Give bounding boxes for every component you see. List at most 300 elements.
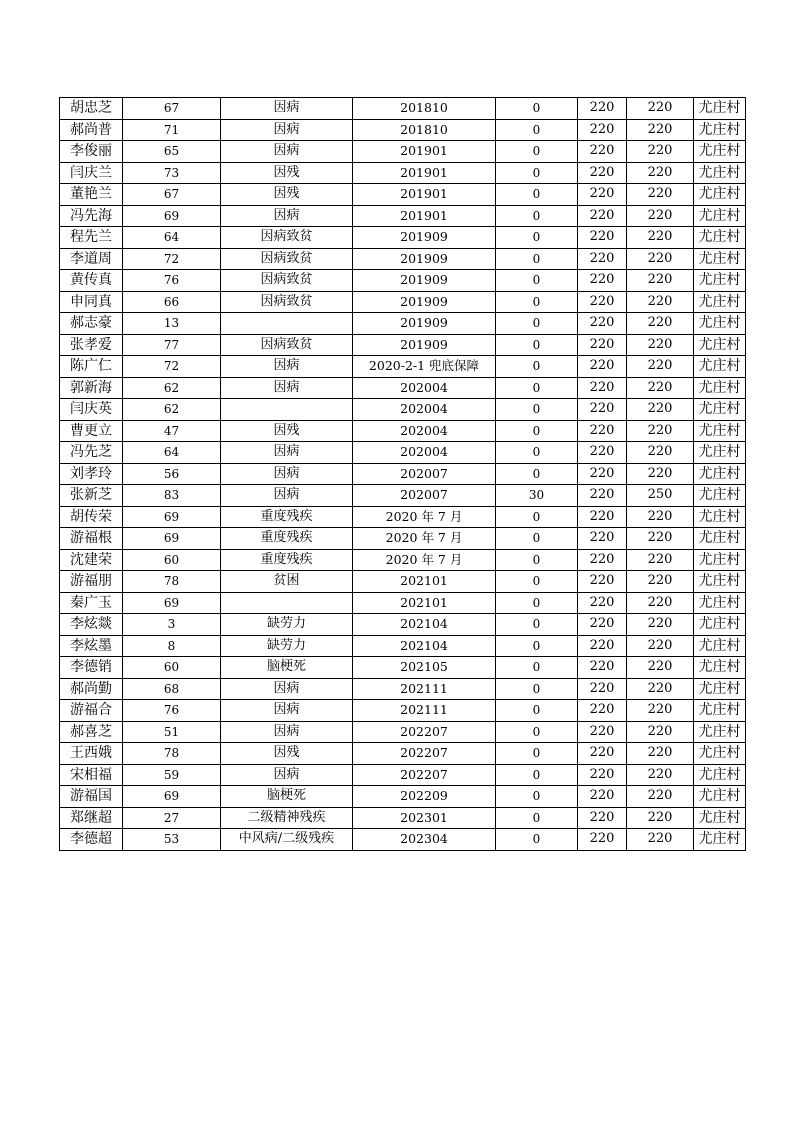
extra-amount-cell: 0 (496, 356, 578, 378)
extra-amount-cell: 0 (496, 119, 578, 141)
age-cell: 59 (123, 764, 221, 786)
table-row (60, 678, 746, 700)
start-date-cell: 202207 (353, 743, 496, 765)
age-cell: 60 (123, 549, 221, 571)
total-amount-cell: 220 (627, 528, 694, 550)
reason-cell: 重度残疾 (221, 528, 353, 550)
reason-cell: 因残 (221, 162, 353, 184)
table-row (60, 291, 746, 313)
extra-amount-cell: 0 (496, 141, 578, 163)
start-date-cell: 202105 (353, 657, 496, 679)
reason-cell (221, 313, 353, 335)
base-amount-cell: 220 (578, 635, 627, 657)
table-row (60, 592, 746, 614)
age-cell: 62 (123, 377, 221, 399)
table-row (60, 119, 746, 141)
total-amount-cell: 250 (627, 485, 694, 507)
table-row (60, 184, 746, 206)
reason-cell: 因病致贫 (221, 270, 353, 292)
name-cell: 游福朋 (60, 571, 123, 593)
age-cell: 51 (123, 721, 221, 743)
village-cell: 尤庄村 (694, 377, 746, 399)
reason-cell: 因残 (221, 184, 353, 206)
village-cell: 尤庄村 (694, 678, 746, 700)
village-cell: 尤庄村 (694, 614, 746, 636)
village-cell: 尤庄村 (694, 592, 746, 614)
extra-amount-cell: 0 (496, 657, 578, 679)
start-date-cell: 2020 年 7 月 (353, 506, 496, 528)
total-amount-cell: 220 (627, 764, 694, 786)
age-cell: 8 (123, 635, 221, 657)
reason-cell: 因病 (221, 141, 353, 163)
village-cell: 尤庄村 (694, 485, 746, 507)
total-amount-cell: 220 (627, 635, 694, 657)
name-cell: 游福合 (60, 700, 123, 722)
name-cell: 李道周 (60, 248, 123, 270)
age-cell: 47 (123, 420, 221, 442)
base-amount-cell: 220 (578, 205, 627, 227)
name-cell: 胡传荣 (60, 506, 123, 528)
age-cell: 76 (123, 700, 221, 722)
extra-amount-cell: 0 (496, 592, 578, 614)
start-date-cell: 201810 (353, 119, 496, 141)
village-cell: 尤庄村 (694, 657, 746, 679)
name-cell: 闫庆英 (60, 399, 123, 421)
name-cell: 王西娥 (60, 743, 123, 765)
table-row (60, 399, 746, 421)
village-cell: 尤庄村 (694, 549, 746, 571)
village-cell: 尤庄村 (694, 313, 746, 335)
total-amount-cell: 220 (627, 614, 694, 636)
base-amount-cell: 220 (578, 506, 627, 528)
extra-amount-cell: 0 (496, 807, 578, 829)
name-cell: 冯先海 (60, 205, 123, 227)
base-amount-cell: 220 (578, 549, 627, 571)
start-date-cell: 2020 年 7 月 (353, 528, 496, 550)
age-cell: 69 (123, 786, 221, 808)
reason-cell: 因残 (221, 420, 353, 442)
age-cell: 83 (123, 485, 221, 507)
age-cell: 65 (123, 141, 221, 163)
reason-cell: 因病致贫 (221, 248, 353, 270)
reason-cell: 脑梗死 (221, 786, 353, 808)
extra-amount-cell: 0 (496, 205, 578, 227)
reason-cell: 因病 (221, 463, 353, 485)
table-row (60, 506, 746, 528)
age-cell: 77 (123, 334, 221, 356)
reason-cell: 因病 (221, 764, 353, 786)
extra-amount-cell: 0 (496, 334, 578, 356)
extra-amount-cell: 0 (496, 571, 578, 593)
age-cell: 3 (123, 614, 221, 636)
base-amount-cell: 220 (578, 678, 627, 700)
base-amount-cell: 220 (578, 571, 627, 593)
total-amount-cell: 220 (627, 420, 694, 442)
name-cell: 沈建荣 (60, 549, 123, 571)
total-amount-cell: 220 (627, 184, 694, 206)
extra-amount-cell: 0 (496, 270, 578, 292)
extra-amount-cell: 0 (496, 506, 578, 528)
reason-cell: 因病 (221, 485, 353, 507)
name-cell: 程先兰 (60, 227, 123, 249)
age-cell: 71 (123, 119, 221, 141)
reason-cell: 因病致贫 (221, 291, 353, 313)
start-date-cell: 201909 (353, 227, 496, 249)
table-row (60, 571, 746, 593)
table-row (60, 248, 746, 270)
start-date-cell: 201901 (353, 184, 496, 206)
extra-amount-cell: 0 (496, 377, 578, 399)
reason-cell: 贫困 (221, 571, 353, 593)
table-row (60, 377, 746, 399)
village-cell: 尤庄村 (694, 807, 746, 829)
table-row (60, 829, 746, 851)
table-row (60, 485, 746, 507)
base-amount-cell: 220 (578, 377, 627, 399)
village-cell: 尤庄村 (694, 141, 746, 163)
extra-amount-cell: 0 (496, 721, 578, 743)
total-amount-cell: 220 (627, 205, 694, 227)
start-date-cell: 201901 (353, 205, 496, 227)
village-cell: 尤庄村 (694, 420, 746, 442)
village-cell: 尤庄村 (694, 184, 746, 206)
base-amount-cell: 220 (578, 334, 627, 356)
start-date-cell: 202004 (353, 420, 496, 442)
start-date-cell: 202111 (353, 678, 496, 700)
age-cell: 69 (123, 205, 221, 227)
start-date-cell: 202207 (353, 721, 496, 743)
table-row (60, 270, 746, 292)
age-cell: 67 (123, 98, 221, 120)
table-row (60, 721, 746, 743)
base-amount-cell: 220 (578, 291, 627, 313)
table-row (60, 227, 746, 249)
table-row (60, 98, 746, 120)
name-cell: 闫庆兰 (60, 162, 123, 184)
extra-amount-cell: 0 (496, 786, 578, 808)
age-cell: 56 (123, 463, 221, 485)
name-cell: 李德超 (60, 829, 123, 851)
base-amount-cell: 220 (578, 442, 627, 464)
name-cell: 郝尚勤 (60, 678, 123, 700)
village-cell: 尤庄村 (694, 399, 746, 421)
base-amount-cell: 220 (578, 98, 627, 120)
total-amount-cell: 220 (627, 377, 694, 399)
table-row (60, 635, 746, 657)
village-cell: 尤庄村 (694, 528, 746, 550)
start-date-cell: 201810 (353, 98, 496, 120)
extra-amount-cell: 0 (496, 442, 578, 464)
start-date-cell: 201901 (353, 141, 496, 163)
extra-amount-cell: 0 (496, 678, 578, 700)
start-date-cell: 201909 (353, 248, 496, 270)
village-cell: 尤庄村 (694, 356, 746, 378)
village-cell: 尤庄村 (694, 442, 746, 464)
age-cell: 68 (123, 678, 221, 700)
start-date-cell: 202209 (353, 786, 496, 808)
extra-amount-cell: 0 (496, 614, 578, 636)
village-cell: 尤庄村 (694, 248, 746, 270)
age-cell: 67 (123, 184, 221, 206)
village-cell: 尤庄村 (694, 270, 746, 292)
total-amount-cell: 220 (627, 592, 694, 614)
name-cell: 郑继超 (60, 807, 123, 829)
base-amount-cell: 220 (578, 592, 627, 614)
name-cell: 游福国 (60, 786, 123, 808)
age-cell: 64 (123, 442, 221, 464)
age-cell: 72 (123, 248, 221, 270)
extra-amount-cell: 0 (496, 162, 578, 184)
total-amount-cell: 220 (627, 700, 694, 722)
total-amount-cell: 220 (627, 227, 694, 249)
reason-cell: 重度残疾 (221, 506, 353, 528)
reason-cell: 因病 (221, 700, 353, 722)
total-amount-cell: 220 (627, 248, 694, 270)
base-amount-cell: 220 (578, 614, 627, 636)
recipient-table-body (60, 98, 746, 851)
village-cell: 尤庄村 (694, 463, 746, 485)
reason-cell: 因病 (221, 356, 353, 378)
reason-cell: 因病 (221, 678, 353, 700)
start-date-cell: 201909 (353, 334, 496, 356)
name-cell: 冯先芝 (60, 442, 123, 464)
start-date-cell: 201909 (353, 313, 496, 335)
village-cell: 尤庄村 (694, 506, 746, 528)
name-cell: 宋相福 (60, 764, 123, 786)
base-amount-cell: 220 (578, 162, 627, 184)
name-cell: 张孝爱 (60, 334, 123, 356)
name-cell: 李炫墨 (60, 635, 123, 657)
start-date-cell: 2020-2-1 兜底保障 (353, 356, 496, 378)
age-cell: 66 (123, 291, 221, 313)
name-cell: 游福根 (60, 528, 123, 550)
recipient-table (59, 97, 746, 851)
village-cell: 尤庄村 (694, 334, 746, 356)
extra-amount-cell: 0 (496, 463, 578, 485)
table-row (60, 141, 746, 163)
total-amount-cell: 220 (627, 571, 694, 593)
extra-amount-cell: 0 (496, 248, 578, 270)
start-date-cell: 202007 (353, 485, 496, 507)
extra-amount-cell: 0 (496, 635, 578, 657)
table-row (60, 356, 746, 378)
extra-amount-cell: 0 (496, 549, 578, 571)
total-amount-cell: 220 (627, 291, 694, 313)
start-date-cell: 202207 (353, 764, 496, 786)
total-amount-cell: 220 (627, 829, 694, 851)
base-amount-cell: 220 (578, 119, 627, 141)
table-row (60, 614, 746, 636)
name-cell: 胡忠芝 (60, 98, 123, 120)
reason-cell: 因残 (221, 743, 353, 765)
table-row (60, 205, 746, 227)
reason-cell: 因病 (221, 377, 353, 399)
name-cell: 董艳兰 (60, 184, 123, 206)
total-amount-cell: 220 (627, 313, 694, 335)
extra-amount-cell: 0 (496, 227, 578, 249)
table-row (60, 334, 746, 356)
village-cell: 尤庄村 (694, 571, 746, 593)
total-amount-cell: 220 (627, 721, 694, 743)
start-date-cell: 202304 (353, 829, 496, 851)
name-cell: 李炫燚 (60, 614, 123, 636)
reason-cell: 因病 (221, 119, 353, 141)
start-date-cell: 202004 (353, 377, 496, 399)
village-cell: 尤庄村 (694, 205, 746, 227)
name-cell: 陈广仁 (60, 356, 123, 378)
total-amount-cell: 220 (627, 549, 694, 571)
start-date-cell: 2020 年 7 月 (353, 549, 496, 571)
total-amount-cell: 220 (627, 141, 694, 163)
age-cell: 76 (123, 270, 221, 292)
start-date-cell: 201901 (353, 162, 496, 184)
extra-amount-cell: 0 (496, 743, 578, 765)
name-cell: 秦广玉 (60, 592, 123, 614)
base-amount-cell: 220 (578, 248, 627, 270)
reason-cell: 缺劳力 (221, 635, 353, 657)
extra-amount-cell: 0 (496, 399, 578, 421)
reason-cell: 因病致贫 (221, 334, 353, 356)
table-row (60, 807, 746, 829)
start-date-cell: 201909 (353, 270, 496, 292)
table-row (60, 463, 746, 485)
reason-cell: 二级精神残疾 (221, 807, 353, 829)
age-cell: 62 (123, 399, 221, 421)
base-amount-cell: 220 (578, 227, 627, 249)
village-cell: 尤庄村 (694, 227, 746, 249)
reason-cell: 脑梗死 (221, 657, 353, 679)
reason-cell: 因病 (221, 442, 353, 464)
village-cell: 尤庄村 (694, 98, 746, 120)
table-row (60, 420, 746, 442)
base-amount-cell: 220 (578, 764, 627, 786)
village-cell: 尤庄村 (694, 764, 746, 786)
reason-cell: 中风病/二级残疾 (221, 829, 353, 851)
village-cell: 尤庄村 (694, 700, 746, 722)
reason-cell: 因病 (221, 98, 353, 120)
total-amount-cell: 220 (627, 270, 694, 292)
extra-amount-cell: 0 (496, 184, 578, 206)
reason-cell: 因病 (221, 721, 353, 743)
reason-cell: 缺劳力 (221, 614, 353, 636)
name-cell: 郝喜芝 (60, 721, 123, 743)
total-amount-cell: 220 (627, 807, 694, 829)
base-amount-cell: 220 (578, 700, 627, 722)
base-amount-cell: 220 (578, 420, 627, 442)
total-amount-cell: 220 (627, 786, 694, 808)
base-amount-cell: 220 (578, 657, 627, 679)
base-amount-cell: 220 (578, 786, 627, 808)
base-amount-cell: 220 (578, 829, 627, 851)
name-cell: 张新芝 (60, 485, 123, 507)
table-row (60, 549, 746, 571)
table-row (60, 657, 746, 679)
reason-cell: 因病 (221, 205, 353, 227)
table-row (60, 764, 746, 786)
name-cell: 郝尚普 (60, 119, 123, 141)
start-date-cell: 202101 (353, 592, 496, 614)
base-amount-cell: 220 (578, 463, 627, 485)
age-cell: 73 (123, 162, 221, 184)
village-cell: 尤庄村 (694, 635, 746, 657)
name-cell: 黄传真 (60, 270, 123, 292)
base-amount-cell: 220 (578, 528, 627, 550)
base-amount-cell: 220 (578, 485, 627, 507)
extra-amount-cell: 0 (496, 313, 578, 335)
base-amount-cell: 220 (578, 721, 627, 743)
total-amount-cell: 220 (627, 743, 694, 765)
base-amount-cell: 220 (578, 184, 627, 206)
base-amount-cell: 220 (578, 356, 627, 378)
base-amount-cell: 220 (578, 313, 627, 335)
total-amount-cell: 220 (627, 356, 694, 378)
total-amount-cell: 220 (627, 463, 694, 485)
village-cell: 尤庄村 (694, 162, 746, 184)
total-amount-cell: 220 (627, 442, 694, 464)
name-cell: 曹更立 (60, 420, 123, 442)
extra-amount-cell: 30 (496, 485, 578, 507)
age-cell: 69 (123, 528, 221, 550)
total-amount-cell: 220 (627, 678, 694, 700)
start-date-cell: 202004 (353, 442, 496, 464)
name-cell: 李俊丽 (60, 141, 123, 163)
base-amount-cell: 220 (578, 141, 627, 163)
extra-amount-cell: 0 (496, 764, 578, 786)
base-amount-cell: 220 (578, 743, 627, 765)
extra-amount-cell: 0 (496, 528, 578, 550)
reason-cell: 因病致贫 (221, 227, 353, 249)
name-cell: 李德销 (60, 657, 123, 679)
start-date-cell: 202104 (353, 614, 496, 636)
extra-amount-cell: 0 (496, 98, 578, 120)
village-cell: 尤庄村 (694, 786, 746, 808)
name-cell: 郝志豪 (60, 313, 123, 335)
name-cell: 刘孝玲 (60, 463, 123, 485)
age-cell: 13 (123, 313, 221, 335)
extra-amount-cell: 0 (496, 420, 578, 442)
total-amount-cell: 220 (627, 98, 694, 120)
start-date-cell: 202004 (353, 399, 496, 421)
start-date-cell: 201909 (353, 291, 496, 313)
age-cell: 69 (123, 506, 221, 528)
age-cell: 60 (123, 657, 221, 679)
table-row (60, 442, 746, 464)
extra-amount-cell: 0 (496, 700, 578, 722)
age-cell: 72 (123, 356, 221, 378)
total-amount-cell: 220 (627, 506, 694, 528)
village-cell: 尤庄村 (694, 743, 746, 765)
base-amount-cell: 220 (578, 807, 627, 829)
total-amount-cell: 220 (627, 657, 694, 679)
table-row (60, 528, 746, 550)
village-cell: 尤庄村 (694, 829, 746, 851)
total-amount-cell: 220 (627, 334, 694, 356)
village-cell: 尤庄村 (694, 119, 746, 141)
base-amount-cell: 220 (578, 270, 627, 292)
total-amount-cell: 220 (627, 399, 694, 421)
age-cell: 64 (123, 227, 221, 249)
base-amount-cell: 220 (578, 399, 627, 421)
start-date-cell: 202111 (353, 700, 496, 722)
reason-cell: 重度残疾 (221, 549, 353, 571)
reason-cell (221, 592, 353, 614)
start-date-cell: 202007 (353, 463, 496, 485)
age-cell: 27 (123, 807, 221, 829)
age-cell: 53 (123, 829, 221, 851)
extra-amount-cell: 0 (496, 829, 578, 851)
extra-amount-cell: 0 (496, 291, 578, 313)
table-row (60, 786, 746, 808)
